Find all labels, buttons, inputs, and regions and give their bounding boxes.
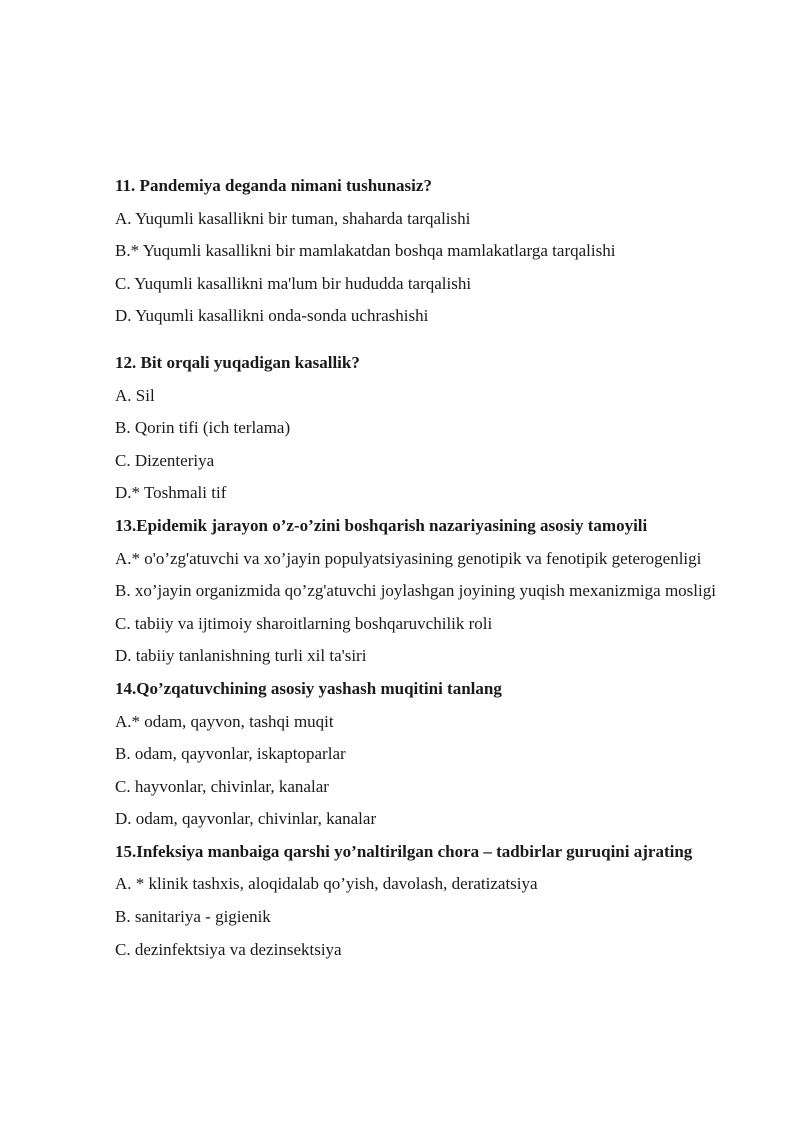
question-13 xyxy=(115,510,735,673)
option-b: B. Qorin tifi (ich terlama) xyxy=(115,418,291,438)
option-b: B. sanitariya - gigienik xyxy=(115,907,271,927)
option-a: A. Sil xyxy=(115,385,155,405)
option-c: C. tabiiy va ijtimoiy sharoitlarning boshqaruvchilik roli xyxy=(115,613,493,633)
question-12 xyxy=(115,347,735,510)
option-d: D. tabiiy tanlanishning turli xil ta'siri xyxy=(115,646,367,666)
question-title: 15.Infeksiya manbaiga qarshi yo’naltirilgan chora – tadbirlar guruqini ajrating xyxy=(115,841,693,861)
option-b: B. odam, qayvonlar, iskaptoparlar xyxy=(115,744,346,764)
option-a: A. * klinik tashxis, aloqidalab qo’yish, davolash, deratizatsiya xyxy=(115,874,538,894)
question-title: 13.Epidemik jarayon o’z-o’zini boshqarish nazariyasining asosiy tamoyili xyxy=(115,515,648,535)
question-14 xyxy=(115,673,735,836)
option-a: A.* o'o’zg'atuvchi va xo’jayin populyatsiyasining genotipik va fenotipik geterogenligi xyxy=(115,548,702,568)
option-c: C. dezinfektsiya va dezinsektsiya xyxy=(115,939,342,959)
option-c: C. hayvonlar, chivinlar, kanalar xyxy=(115,776,329,796)
question-title: 11. Pandemiya deganda nimani tushunasiz? xyxy=(115,176,432,195)
question-title: 12. Bit orqali yuqadigan kasallik? xyxy=(115,352,360,372)
option-a: A.* odam, qayvon, tashqi muqit xyxy=(115,711,334,731)
question-title: 14.Qo’zqatuvchining asosiy yashash muqitini tanlang xyxy=(115,678,502,698)
option-b: B. xo’jayin organizmida qo’zg'atuvchi joylashgan joyining yuqish mexanizmiga mosligi xyxy=(115,581,716,601)
option-a: A. Yuqumli kasallikni bir tuman, shaharda tarqalishi xyxy=(115,208,471,228)
question-11 xyxy=(115,170,735,333)
option-d: D. odam, qayvonlar, chivinlar, kanalar xyxy=(115,809,377,829)
spacer xyxy=(115,333,735,347)
option-b: B.* Yuqumli kasallikni bir mamlakatdan boshqa mamlakatlarga tarqalishi xyxy=(115,241,616,261)
option-c: C. Dizenteriya xyxy=(115,450,215,470)
option-c: C. Yuqumli kasallikni ma'lum bir hududda tarqalishi xyxy=(115,273,472,293)
question-15 xyxy=(115,836,735,966)
option-d: D. Yuqumli kasallikni onda-sonda uchrashishi xyxy=(115,306,429,326)
question-list xyxy=(115,170,735,966)
option-d: D.* Toshmali tif xyxy=(115,483,227,503)
